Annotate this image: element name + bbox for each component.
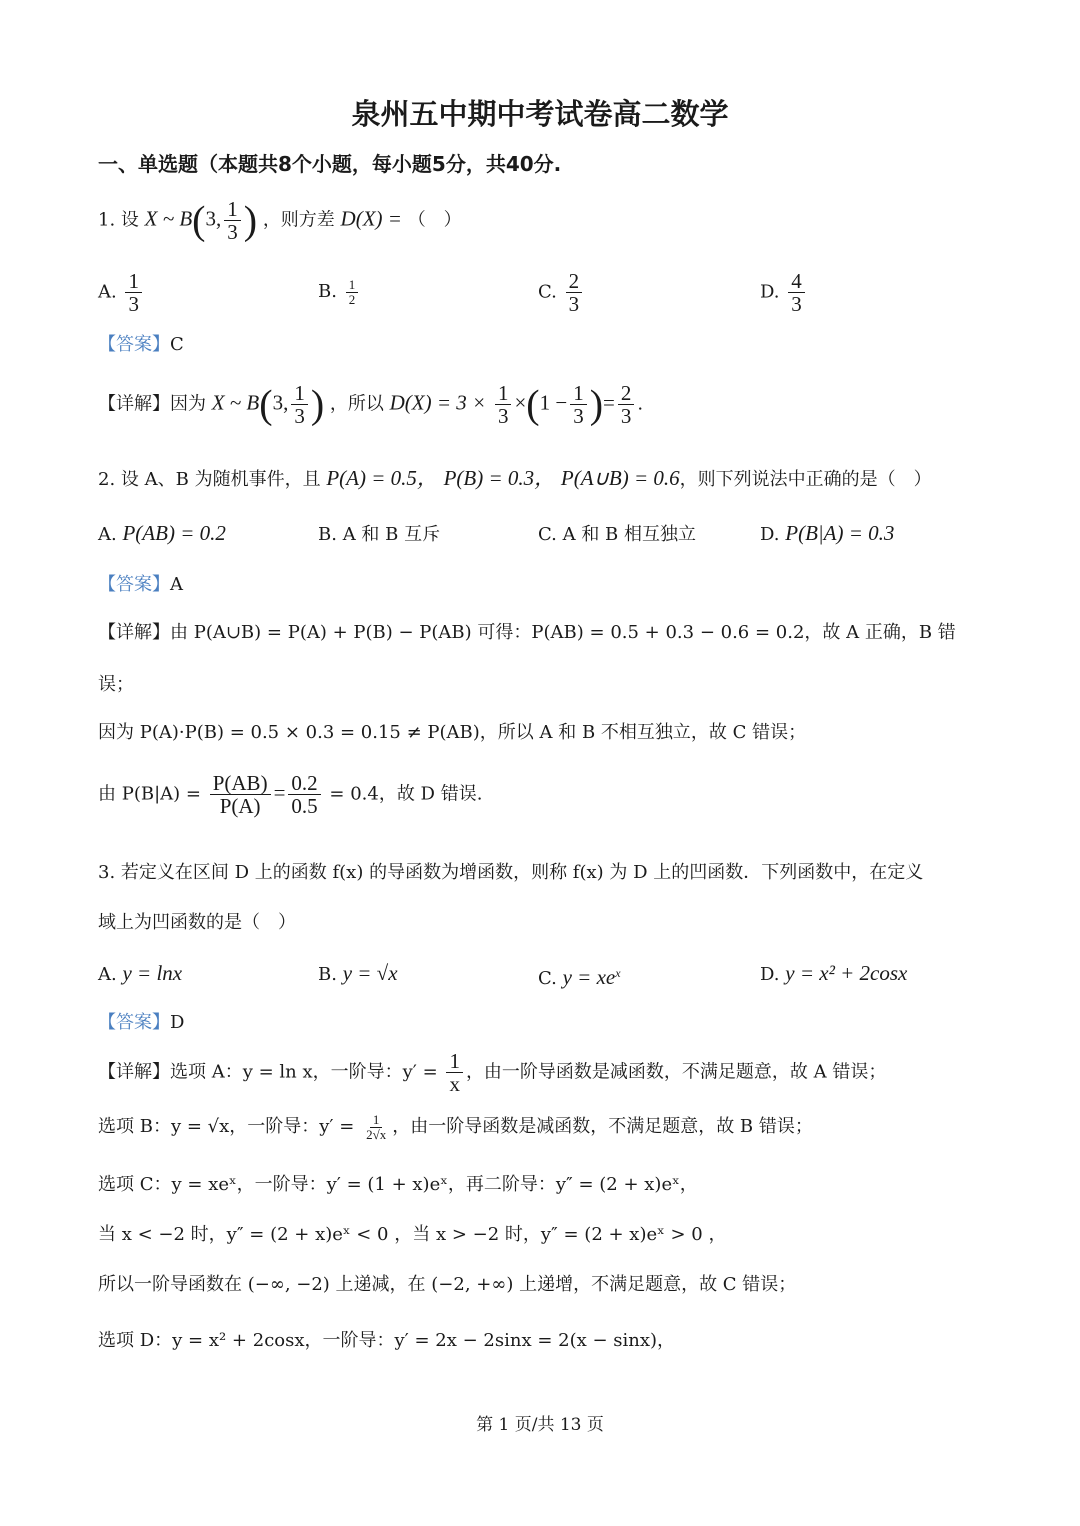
q2-detail-1: 【详解】由 P(A∪B) = P(A) + P(B) − P(AB) 可得：P(AB) = 0.5 + 0.3 − 0.6 = 0.2，故 A 正确，B 错: [98, 622, 956, 643]
q2-answer: 【答案】A: [98, 574, 183, 595]
q3-answer: 【答案】D: [98, 1012, 185, 1033]
q1-answer: 【答案】C: [98, 334, 184, 355]
q3-detail-b: 选项 B：y = √x，一阶导：y′ = $\frac{1}{2√x}$ ，由一阶导函数是减函数，不满足题意，故 B 错误；: [98, 1111, 813, 1142]
section-heading: 一、单选题（本题共8个小题，每小题5分，共40分.: [98, 152, 562, 176]
q2-detail-1b: 误；: [98, 674, 134, 695]
q1-right-paren: ): [243, 197, 258, 243]
q2-option-d: D. P(B|A) = 0.3: [760, 521, 895, 545]
q2-detail-2: 因为 P(A)·P(B) = 0.5 × 0.3 = 0.15 ≠ P(AB)，所以 A 和 B 不相互独立，故 C 错误；: [98, 722, 807, 743]
q1-option-c: C. $\frac{2}{3}$: [538, 270, 585, 315]
q3-detail-c3: 所以一阶导函数在 (−∞, −2) 上递减，在 (−2, +∞) 上递增，不满足题意，故 C 错误；: [98, 1274, 797, 1295]
page-title: 泉州五中期中考试卷高二数学: [351, 97, 729, 131]
q3-detail-c2: 当 x < −2 时，y″ = (2 + x)eˣ < 0 ，当 x > −2 时，y″ = (2 + x)eˣ > 0 ，: [98, 1224, 727, 1245]
q1-stem-prefix: 1. 设: [98, 209, 139, 231]
q1-detail: 【详解】因为 X ~ B(3, $\frac{1}{3}$ ) ，所以 D(X) = 3 × $\frac{1}{3}$ ×(1 − $\frac{1}{3}$ )= $\frac{2}{3}$ .: [98, 381, 644, 429]
q3-detail-a: 【详解】选项 A：y = ln x，一阶导：y′ = $\frac{1}{x}$ ，由一阶导函数是减函数，不满足题意，故 A 错误；: [98, 1049, 887, 1097]
q3-option-a: A. y = lnx: [98, 961, 183, 985]
q3-detail-d: 选项 D：y = x² + 2cosx，一阶导：y′ = 2x − 2sinx = 2(x − sinx)，: [98, 1330, 676, 1351]
question-3-stem-1: 3. 若定义在区间 D 上的函数 f(x) 的导函数为增函数，则称 f(x) 为 D 上的凹函数．下列函数中，在定义: [98, 862, 924, 883]
q1-param-p: $\frac{1}{3}$: [224, 198, 241, 243]
q1-param-n: 3,: [205, 206, 222, 231]
page-footer: 第 1 页/共 13 页: [476, 1415, 604, 1435]
q2-option-b: B. A 和 B 互斥: [318, 524, 441, 545]
q1-distribution: X ~ B: [144, 206, 193, 231]
q1-left-paren: (: [192, 197, 206, 243]
q3-option-d: D. y = x² + 2cosx: [760, 961, 908, 985]
q3-option-c: C. $y = xe^x$: [538, 965, 621, 989]
question-1-stem: [98, 198, 462, 243]
q1-stem-mid: ，则方差: [262, 209, 335, 231]
q1-option-a: A. $\frac{1}{3}$: [98, 270, 145, 315]
q1-option-b: B. $\frac{1}{2}$: [318, 277, 361, 307]
q1-option-d: D. $\frac{4}{3}$: [760, 270, 808, 315]
q2-detail-3: 由 P(B|A) = $\frac{P(AB)}{P(A)}$ = $\frac{0.2}{0.5}$ = 0.4，故 D 错误.: [98, 771, 483, 819]
question-3-stem-2: 域上为凹函数的是（ ）: [98, 912, 296, 933]
q2-option-c: C. A 和 B 相互独立: [538, 524, 696, 545]
q2-option-a: A. P(AB) = 0.2: [98, 521, 226, 545]
q3-detail-c: 选项 C：y = xeˣ，一阶导：y′ = (1 + x)eˣ，再二阶导：y″ = (2 + x)eˣ，: [98, 1174, 698, 1195]
question-2-stem: 2. 设 A、B 为随机事件，且 P(A) = 0.5， P(B) = 0.3， P(A∪B) = 0.6，则下列说法中正确的是（ ）: [98, 466, 932, 490]
q3-option-b: B. y = √x: [318, 961, 398, 985]
q1-stem-end: （ ）: [407, 209, 462, 231]
q1-variance: D(X) =: [340, 206, 402, 231]
